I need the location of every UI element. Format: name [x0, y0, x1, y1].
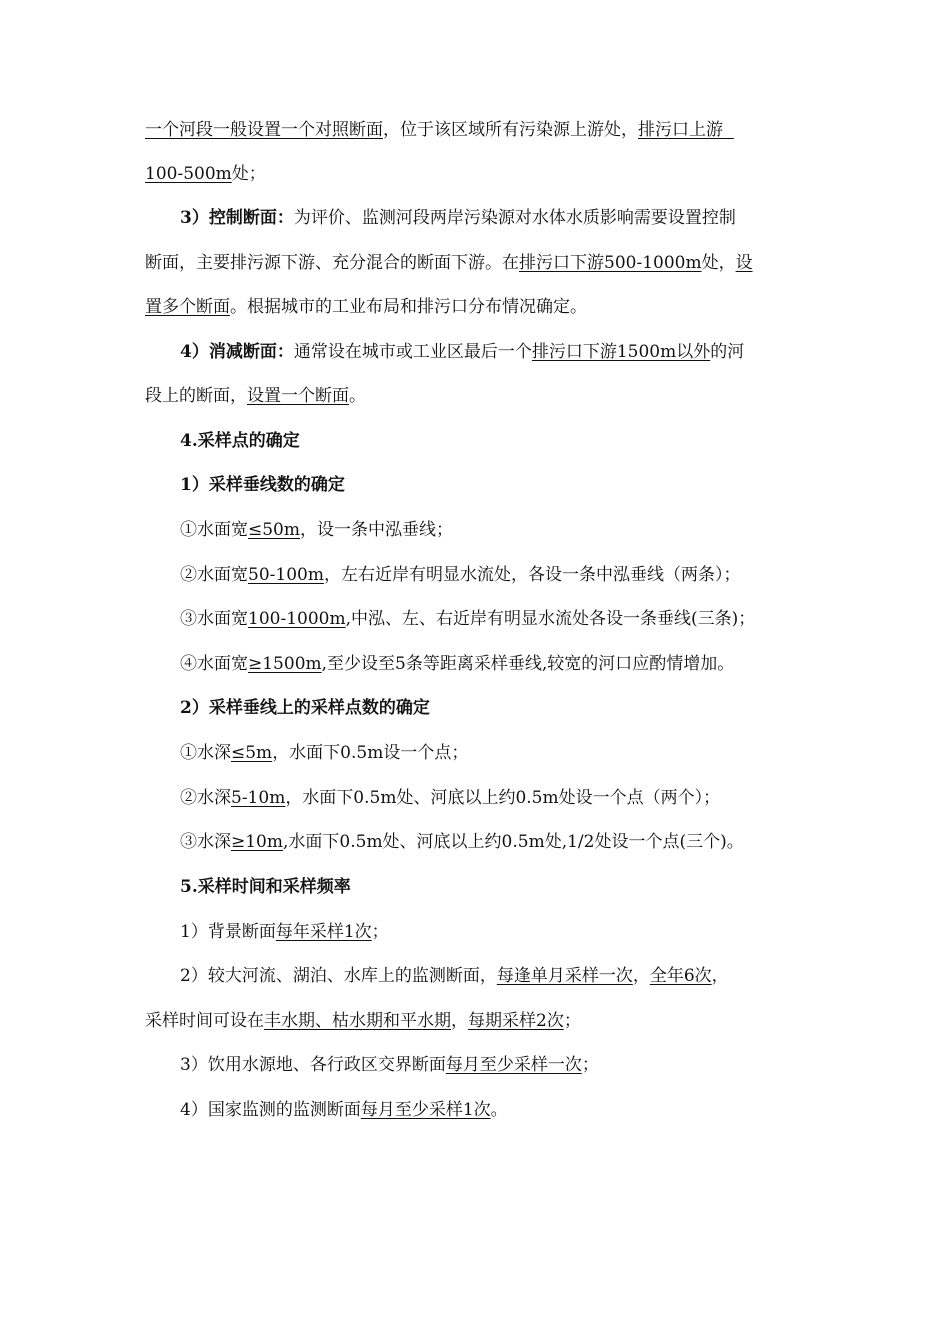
underlined-text: 一个河段一般设置一个对照断面 [145, 120, 383, 140]
text-span: ②水面宽 [180, 565, 248, 585]
text-span: 段上的断面， [145, 386, 247, 406]
text-span: ,水面下0.5m处、河底以上约0.5m处,1/2处设一个点(三个)。 [283, 832, 744, 852]
underlined-text: 排污口下游500-1000m [519, 253, 702, 273]
text-span: 2）较大河流、湖泊、水库上的监测断面， [180, 966, 497, 986]
underlined-text: 50-100m [248, 565, 324, 585]
text-span: ①水深 [180, 743, 231, 763]
text-span: ,中泓、左、右近岸有明显水流处各设一条垂线(三条)； [345, 609, 756, 629]
text-span: 为评价、监测河段两岸污染源对水体水质影响需要设置控制 [293, 208, 736, 228]
text-span: ③水深 [180, 832, 231, 852]
underlined-text: 5-10m [231, 788, 286, 808]
section-title: 4.采样点的确定 [180, 431, 300, 451]
underlined-text: 全年6次 [649, 966, 712, 986]
list-item [180, 518, 810, 542]
text-span: ； [581, 1055, 599, 1075]
text-span: 3）饮用水源地、各行政区交界断面 [180, 1055, 446, 1075]
text-span: ②水深 [180, 788, 231, 808]
list-item [180, 964, 810, 988]
text-line [180, 340, 810, 364]
underlined-text: 设 [735, 253, 753, 273]
text-span: 处， [701, 253, 736, 273]
underlined-text: 设置一个断面 [247, 386, 349, 406]
subsection-title: 1）采样垂线数的确定 [180, 475, 345, 495]
section-heading: 3）控制断面： [180, 208, 294, 228]
underlined-text: 置多个断面 [145, 297, 230, 317]
underlined-text: ≥1500m [248, 654, 322, 674]
underlined-text: 每月至少采样一次 [445, 1055, 582, 1075]
list-item [180, 741, 810, 765]
text-span: 通常设在城市或工业区最后一个 [293, 342, 532, 362]
text-span: 的河 [710, 342, 745, 362]
text-span: ， [632, 966, 650, 986]
underlined-text: 排污口上游 [638, 120, 723, 140]
underlined-text: 丰水期、枯水期和平水期 [264, 1011, 451, 1031]
text-line [180, 206, 810, 230]
list-item [180, 1053, 810, 1077]
list-item [180, 830, 810, 854]
underline-tail [723, 120, 734, 140]
text-span: 1）背景断面 [180, 922, 276, 942]
text-span: ①水面宽 [180, 520, 248, 540]
section-heading: 4）消减断面： [180, 342, 294, 362]
list-item [180, 920, 810, 944]
text-line [145, 384, 810, 408]
text-span: ， [451, 1011, 468, 1031]
text-span: ； [563, 1011, 581, 1031]
text-span: 。根据城市的工业布局和排污口分布情况确定。 [230, 297, 587, 317]
text-line [145, 118, 810, 142]
underlined-text: 每期采样2次 [468, 1011, 564, 1031]
text-line [145, 162, 810, 186]
underlined-text: 每年采样1次 [275, 922, 372, 942]
underlined-text: ≤5m [231, 743, 273, 763]
text-span: ，水面下0.5m设一个点； [272, 743, 469, 763]
underlined-text: 100-1000m [248, 609, 346, 629]
underlined-text: ≤50m [248, 520, 300, 540]
underlined-text: 排污口下游1500m以外 [531, 342, 711, 362]
text-line [145, 1009, 810, 1033]
text-span: 4）国家监测的监测断面 [180, 1100, 361, 1120]
text-span: ，设一条中泓垂线； [300, 520, 453, 540]
list-item [180, 563, 810, 587]
text-line [145, 295, 810, 319]
list-item [180, 1098, 810, 1122]
text-span: 。 [490, 1100, 508, 1120]
list-item [180, 607, 810, 631]
text-span: ，水面下0.5m处、河底以上约0.5m处设一个点（两个）； [285, 788, 721, 808]
underlined-text: 每月至少采样1次 [360, 1100, 491, 1120]
text-span: ③水面宽 [180, 609, 248, 629]
text-span: 。 [349, 386, 366, 406]
text-span: ，位于该区域所有污染源上游处， [383, 120, 638, 140]
text-span: ， [711, 966, 729, 986]
list-item [180, 786, 810, 810]
text-span: ④水面宽 [180, 654, 248, 674]
text-span: ； [371, 922, 389, 942]
text-span: ,至少设至5条等距离采样垂线,较宽的河口应酌情增加。 [321, 654, 735, 674]
subsection-title: 2）采样垂线上的采样点数的确定 [180, 698, 430, 718]
list-item [180, 652, 810, 676]
text-span: 处； [231, 164, 266, 184]
section-title: 5.采样时间和采样频率 [180, 877, 351, 897]
text-line [145, 251, 810, 275]
text-span: 采样时间可设在 [145, 1011, 264, 1031]
underlined-text: 100-500m [145, 164, 232, 184]
text-span: 断面，主要排污源下游、充分混合的断面下游。在 [145, 253, 519, 273]
text-span: ，左右近岸有明显水流处，各设一条中泓垂线（两条）； [323, 565, 741, 585]
underlined-text: 每逢单月采样一次 [496, 966, 633, 986]
underlined-text: ≥10m [231, 832, 283, 852]
